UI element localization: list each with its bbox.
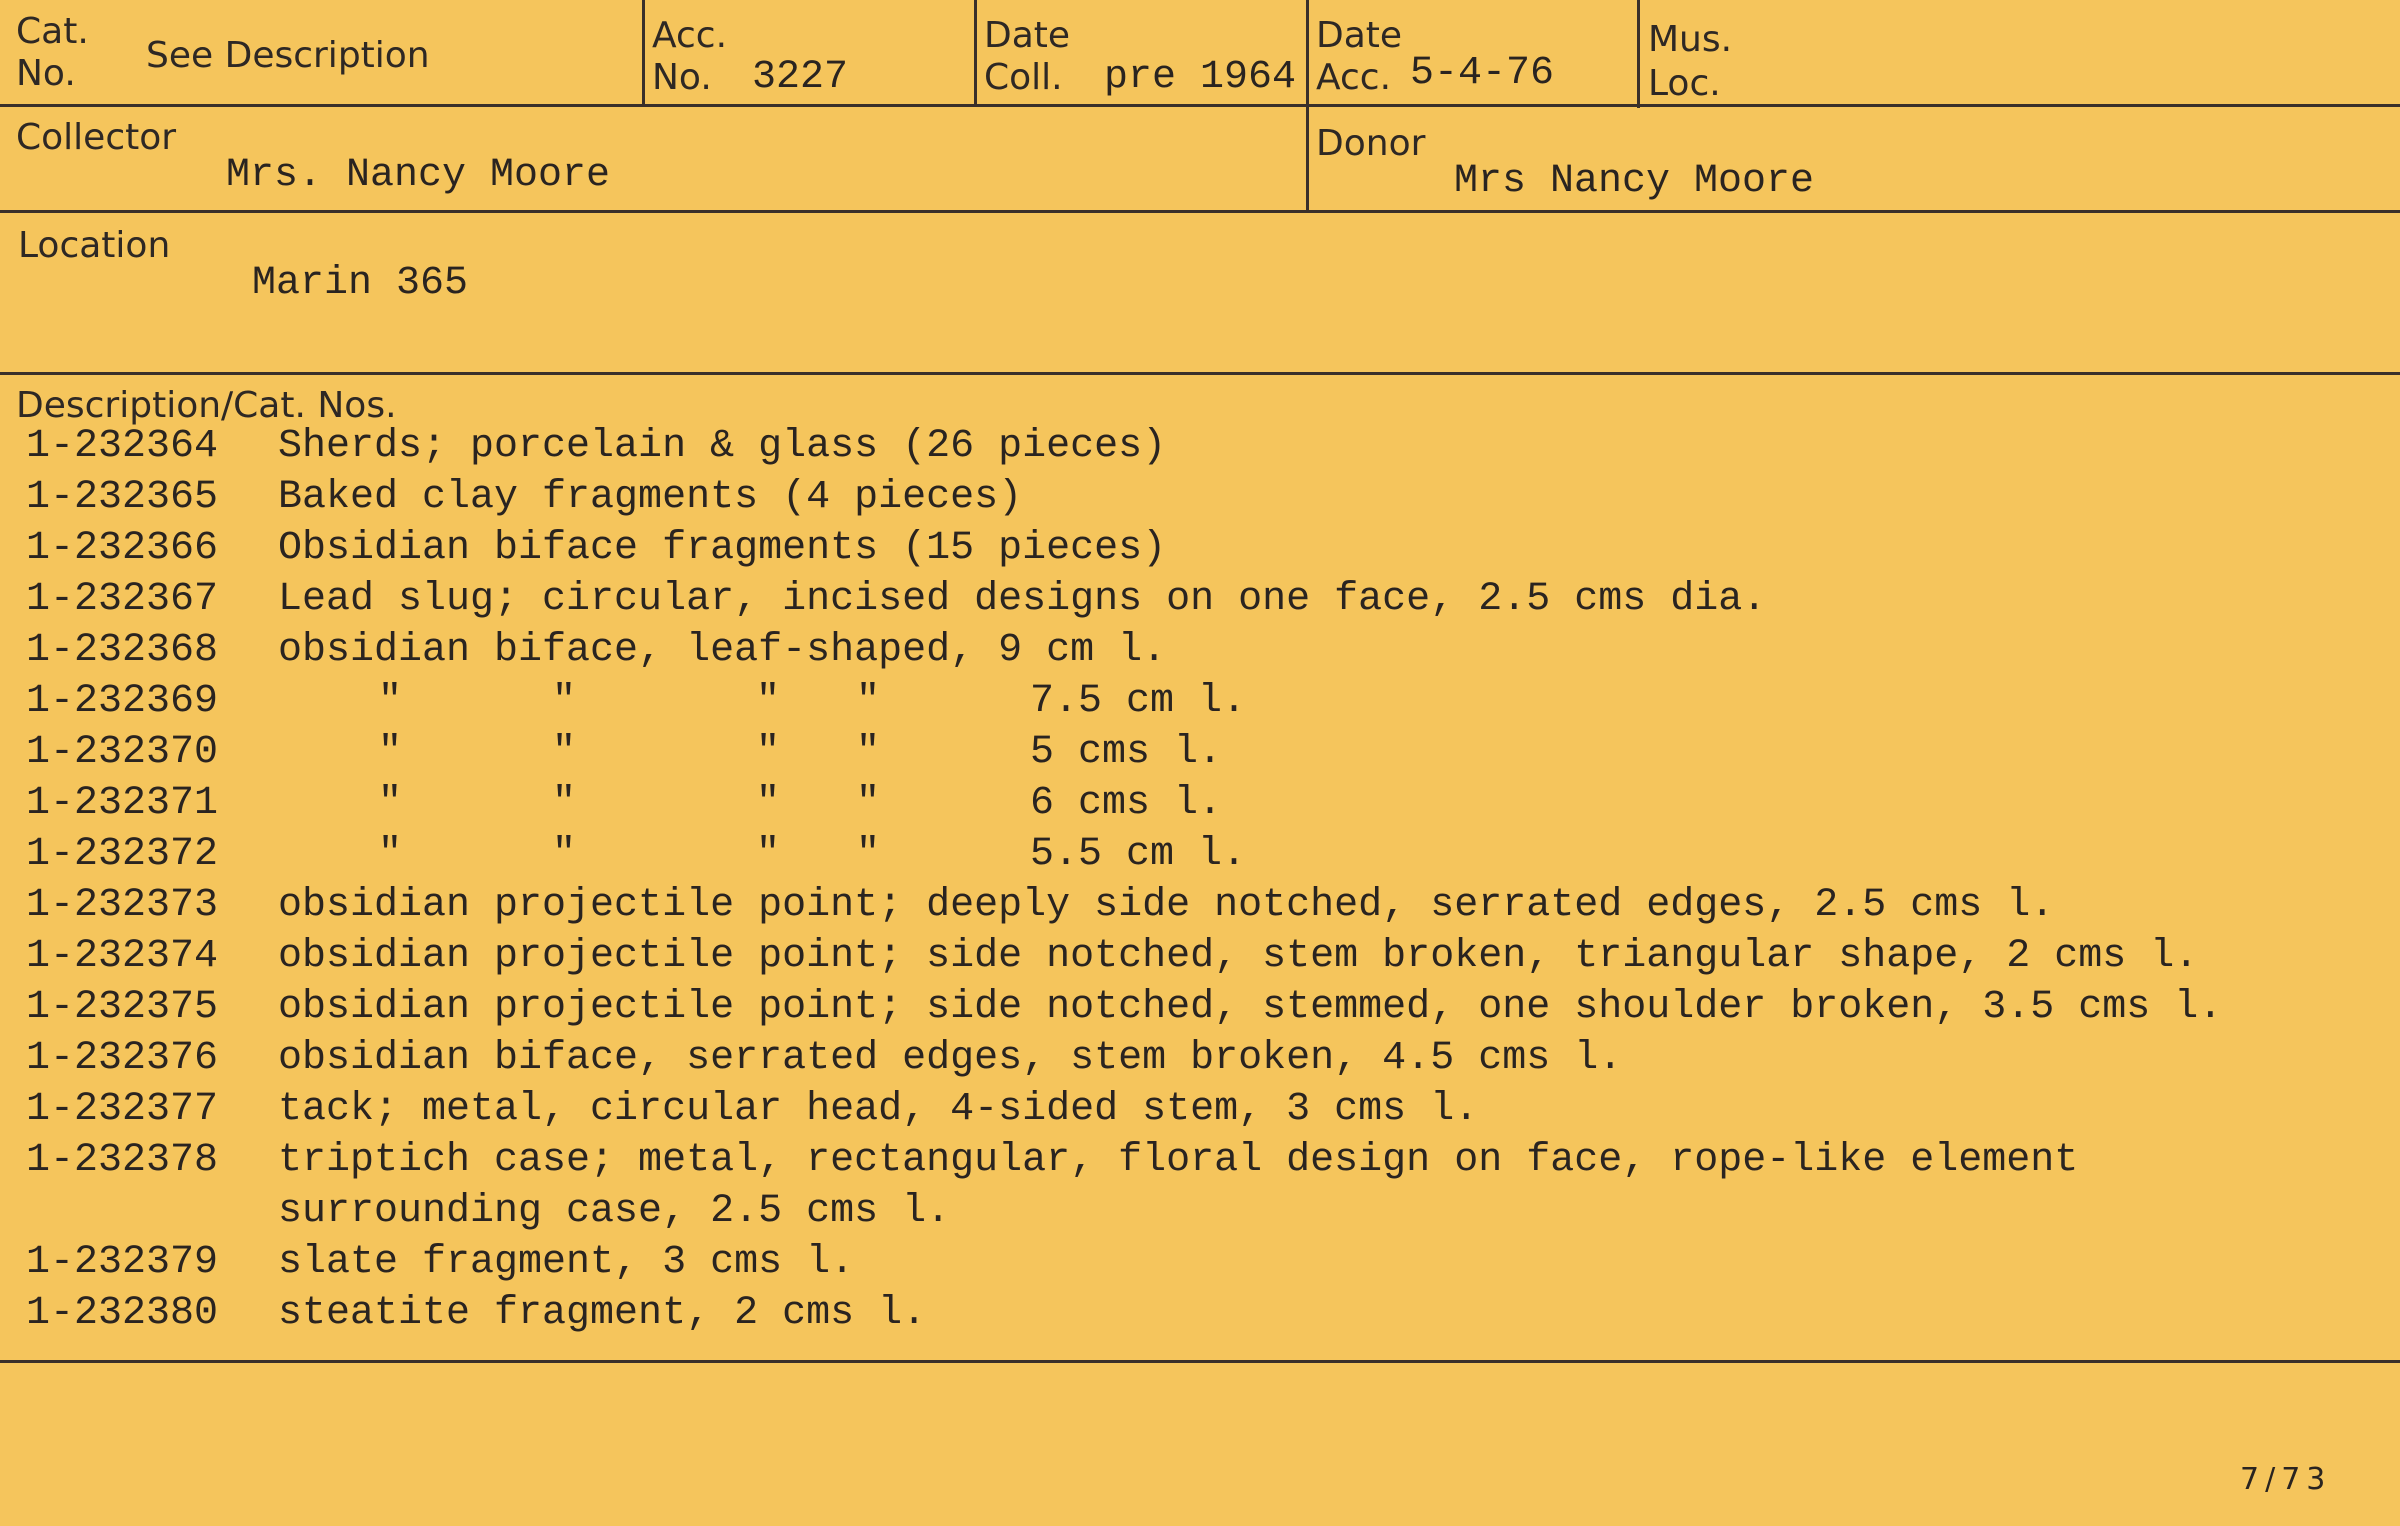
catalog-number: 1-232367 [26,577,219,622]
date-coll-label-1: Date [984,15,1071,56]
date-coll-value: pre 1964 [1104,55,1297,100]
date-acc-label-2: Acc. [1316,57,1392,98]
top-row-bottom-rule [0,104,2400,107]
donor-label: Donor [1316,123,1426,164]
catalog-number: 1-232369 [26,679,219,724]
item-measurement: 5 cms l. [1030,730,1223,775]
ditto-mark: " [756,781,781,826]
description-label: Description/Cat. Nos. [16,385,397,426]
mus-label-2: Loc. [1648,63,1721,104]
ditto-mark: " [856,832,881,877]
location-value: Marin 365 [252,261,469,306]
acc-datecoll-divider [974,0,977,106]
catalog-number: 1-232375 [26,985,219,1030]
catalog-number: 1-232377 [26,1087,219,1132]
acc-label-1: Acc. [652,15,728,56]
ditto-mark: " [856,781,881,826]
description-bottom-rule [0,1360,2400,1363]
ditto-mark: " [856,679,881,724]
ditto-mark: " [552,730,577,775]
item-measurement: 7.5 cm l. [1030,679,1247,724]
item-description: obsidian biface, leaf-shaped, 9 cm l. [278,628,1167,673]
acc-value: 3227 [752,55,849,100]
catalog-number: 1-232378 [26,1138,219,1183]
item-description: obsidian projectile point; side notched, stemmed, one shoulder broken, 3.5 cms l. [278,985,2223,1030]
catalog-number: 1-232379 [26,1240,219,1285]
catalog-number: 1-232368 [26,628,219,673]
collector-row-bottom-rule [0,210,2400,213]
item-description: Sherds; porcelain & glass (26 pieces) [278,424,1167,469]
item-description: Obsidian biface fragments (15 pieces) [278,526,1167,571]
cat-label-2: No. [16,53,76,94]
card-form-code: 7/73 [2240,1462,2332,1497]
catalog-number: 1-232374 [26,934,219,979]
mus-label-1: Mus. [1648,19,1733,60]
ditto-mark: " [378,730,403,775]
item-measurement: 6 cms l. [1030,781,1223,826]
collector-label: Collector [16,117,177,158]
catalog-number: 1-232372 [26,832,219,877]
cat-value: See Description [146,35,430,76]
date-acc-label-1: Date [1316,15,1403,56]
catalog-number: 1-232373 [26,883,219,928]
location-label: Location [18,225,171,266]
item-measurement: 5.5 cm l. [1030,832,1247,877]
location-row-bottom-rule [0,372,2400,375]
catalog-number: 1-232370 [26,730,219,775]
datecoll-dateacc-divider [1306,0,1309,212]
item-description-continued: surrounding case, 2.5 cms l. [278,1189,951,1234]
ditto-mark: " [378,832,403,877]
ditto-mark: " [378,679,403,724]
item-description: obsidian projectile point; deeply side notched, serrated edges, 2.5 cms l. [278,883,2055,928]
catalog-number: 1-232366 [26,526,219,571]
cat-acc-divider [642,0,645,106]
ditto-mark: " [756,730,781,775]
ditto-mark: " [856,730,881,775]
dateacc-mus-divider [1637,0,1640,108]
ditto-mark: " [756,679,781,724]
collector-value: Mrs. Nancy Moore [226,153,611,198]
catalog-number: 1-232364 [26,424,219,469]
catalog-number: 1-232380 [26,1291,219,1336]
item-description: tack; metal, circular head, 4-sided stem, 3 cms l. [278,1087,1479,1132]
ditto-mark: " [756,832,781,877]
ditto-mark: " [552,781,577,826]
item-description: Baked clay fragments (4 pieces) [278,475,1023,520]
catalog-number: 1-232365 [26,475,219,520]
catalog-number: 1-232371 [26,781,219,826]
date-acc-value: 5-4-76 [1410,51,1555,96]
ditto-mark: " [378,781,403,826]
donor-value: Mrs Nancy Moore [1454,159,1815,204]
ditto-mark: " [552,832,577,877]
cat-label-1: Cat. [16,11,89,52]
acc-label-2: No. [652,57,712,98]
item-description: Lead slug; circular, incised designs on one face, 2.5 cms dia. [278,577,1767,622]
catalog-number: 1-232376 [26,1036,219,1081]
item-description: triptich case; metal, rectangular, floral design on face, rope-like element [278,1138,2079,1183]
item-description: obsidian biface, serrated edges, stem broken, 4.5 cms l. [278,1036,1623,1081]
item-description: slate fragment, 3 cms l. [278,1240,855,1285]
ditto-mark: " [552,679,577,724]
date-coll-label-2: Coll. [984,57,1063,98]
item-description: steatite fragment, 2 cms l. [278,1291,927,1336]
item-description: obsidian projectile point; side notched, stem broken, triangular shape, 2 cms l. [278,934,2199,979]
